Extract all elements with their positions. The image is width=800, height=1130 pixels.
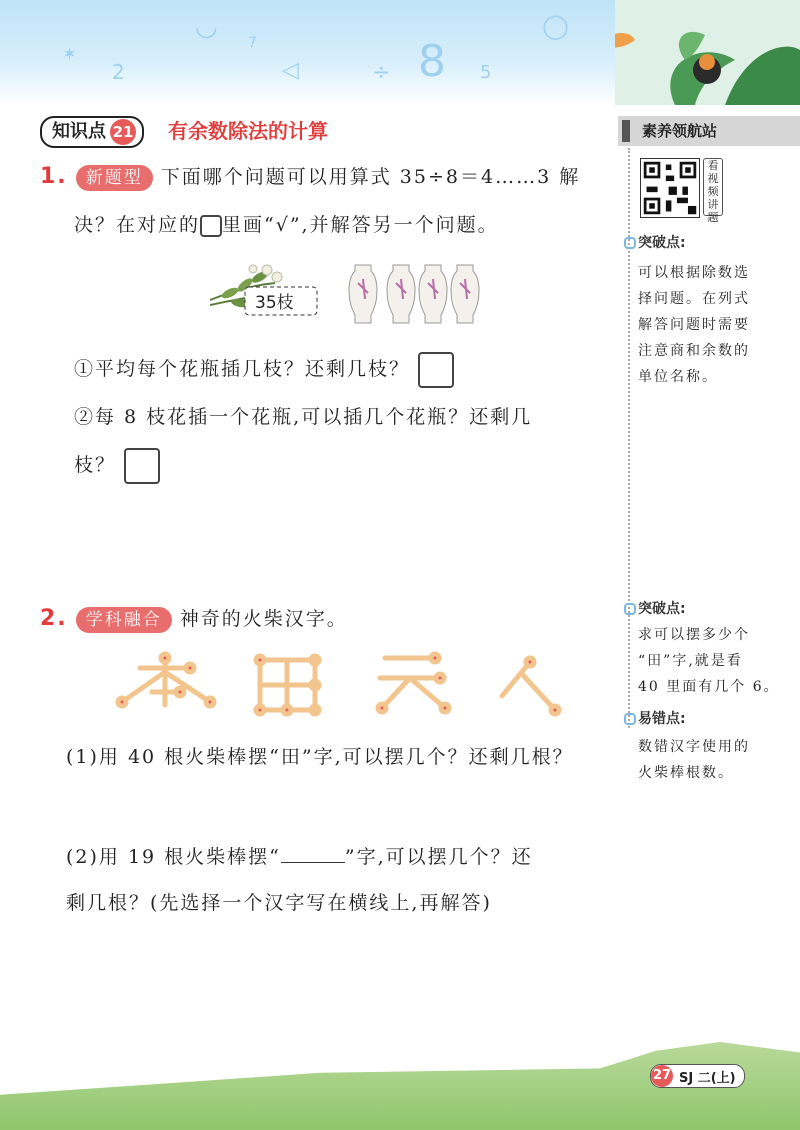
digit-decoration-icon: 5 (480, 62, 492, 83)
digit-decoration-icon: 8 (418, 36, 446, 87)
option-1-checkbox[interactable] (418, 352, 454, 388)
vase-icon (349, 265, 377, 323)
matchstick-character-tian-sky (378, 654, 449, 712)
question-2-title: 神奇的火柴汉字。 (179, 608, 348, 630)
option-2-text-a: ②每 8 枝花插一个花瓶,可以插几个花瓶？还剩几 (74, 406, 533, 428)
tip-1-line: 择问题。在列式 (638, 291, 750, 307)
tip-2-line: 40 里面有几个 6。 (638, 679, 780, 695)
lighthouse-icon (622, 120, 630, 142)
option-2-line-a (74, 402, 532, 432)
question-1-text-b2: 里画“√”,并解答另一个问题。 (222, 214, 499, 236)
flower-count-label: 35枝 (255, 293, 294, 313)
question-2-sub-2-text-a1: (2)用 19 根火柴棒摆“ (66, 846, 281, 868)
question-2-sub-2-text-a2: ”字,可以摆几个？还 (344, 846, 533, 868)
qr-code-icon[interactable] (640, 158, 700, 218)
sidebar-tip-1 (624, 232, 750, 390)
vase-icon (419, 265, 447, 323)
triangle-decoration-icon: ◁ (282, 58, 299, 83)
matchstick-character-tian (256, 656, 319, 714)
tip-3-line: 火柴棒根数。 (638, 765, 734, 781)
bullet-icon (624, 237, 636, 249)
knowledge-point-badge (40, 116, 144, 148)
tip-3-line: 数错汉字使用的 (638, 739, 750, 755)
tip-1-line: 可以根据除数选 (638, 265, 750, 281)
question-2-tag: 学科融合 (76, 607, 172, 633)
sidebar-header (618, 116, 800, 146)
tip-2-label: 突破点: (638, 601, 686, 617)
inline-checkbox-sample (200, 215, 222, 237)
question-2-number: 2. (40, 606, 68, 631)
question-1-line-b (74, 210, 499, 240)
question-2-sub-1: (1)用 40 根火柴棒摆“田”字,可以摆几个？还剩几根？ (66, 746, 574, 768)
tip-3-label: 易错点: (638, 711, 686, 727)
option-2-text-b: 枝？ (74, 454, 117, 476)
knowledge-point-number: 21 (110, 119, 136, 145)
question-1-text-b1: 决？在对应的 (74, 214, 201, 236)
character-blank-field[interactable] (281, 844, 345, 863)
star-decoration-icon: ✶ (62, 44, 78, 65)
matchstick-characters-illustration (110, 650, 580, 720)
option-1-text: ①平均每个花瓶插几枝？还剩几枝？ (74, 358, 411, 380)
vase-icon (387, 265, 415, 323)
option-1-line (74, 352, 454, 388)
tip-1-label: 突破点: (638, 235, 686, 251)
page-indicator (650, 1064, 745, 1088)
qr-caption: 看视频讲题 (703, 158, 723, 216)
question-2-line (40, 604, 348, 634)
tip-2-line: 求可以摆多少个 (638, 627, 750, 643)
plus-decoration-icon: ÷ (372, 60, 391, 85)
question-2-sub-2-line-b: 剩几根？(先选择一个汉字写在横线上,再解答) (66, 892, 492, 914)
question-2-sub-2-line-a (66, 842, 533, 872)
question-1-text-a: 下面哪个问题可以用算式 35÷8＝4……3 解 (160, 166, 581, 188)
bullet-icon (624, 603, 636, 615)
book-label: SJ 二(上) (679, 1070, 736, 1086)
option-2-line-b (74, 448, 160, 484)
question-1-tag: 新题型 (76, 165, 153, 191)
knowledge-point-title: 有余数除法的计算 (168, 119, 328, 143)
digit-decoration-icon: 7 (248, 35, 257, 51)
question-1-line-a (40, 162, 580, 192)
circle-decoration-icon: ◯ (542, 12, 569, 40)
sidebar-tip-3 (624, 708, 750, 786)
vase-icon (451, 265, 479, 323)
option-2-checkbox[interactable] (124, 448, 160, 484)
matchstick-character-ren (502, 658, 559, 714)
tip-1-line: 注意商和余数的 (638, 343, 750, 359)
flowers-and-vases-illustration (205, 255, 485, 335)
bullet-icon (624, 713, 636, 725)
leaves-illustration-icon (615, 0, 800, 105)
tip-2-line: “田”字,就是看 (638, 653, 743, 669)
page-number: 27 (651, 1065, 673, 1087)
sidebar-title: 素养领航站 (642, 122, 718, 140)
tip-1-line: 解答问题时需要 (638, 317, 750, 333)
question-1-number: 1. (40, 164, 68, 189)
knowledge-point-label: 知识点 (52, 121, 106, 142)
tip-1-line: 单位名称。 (638, 369, 718, 385)
matchstick-character-ben (118, 654, 214, 706)
arc-decoration-icon: ◡ (195, 12, 218, 42)
sidebar-tip-2 (624, 598, 780, 700)
digit-decoration-icon: 2 (112, 60, 125, 84)
